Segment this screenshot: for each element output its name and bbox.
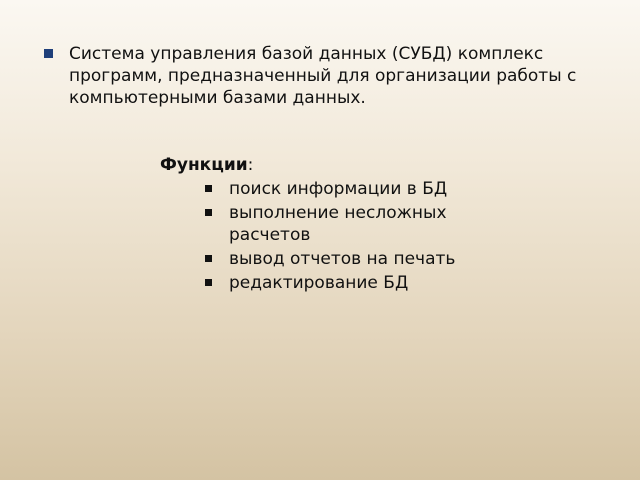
list-item (160, 202, 479, 246)
square-bullet-icon (205, 209, 212, 216)
functions-heading-colon: : (247, 155, 254, 175)
definition-bullet (44, 43, 614, 109)
list-item (160, 272, 480, 294)
functions-heading (160, 154, 480, 176)
function-item-text: редактирование БД (229, 273, 409, 293)
list-item (160, 248, 480, 270)
functions-section (160, 154, 480, 296)
functions-heading-label: Функции (160, 155, 248, 175)
function-item-text: выполнение несложных расчетов (229, 203, 447, 245)
function-item-text: поиск информации в БД (229, 179, 448, 199)
square-bullet-icon (205, 255, 212, 262)
list-item (160, 178, 480, 200)
definition-text: Система управления базой данных (СУБД) комплекс программ, предназначенный для организации работы с компьютерными базами данных. (69, 44, 577, 108)
function-item-text: вывод отчетов на печать (229, 249, 456, 269)
functions-list (160, 178, 480, 294)
square-bullet-icon (205, 279, 212, 286)
square-bullet-icon (205, 185, 212, 192)
square-bullet-icon (44, 49, 53, 58)
